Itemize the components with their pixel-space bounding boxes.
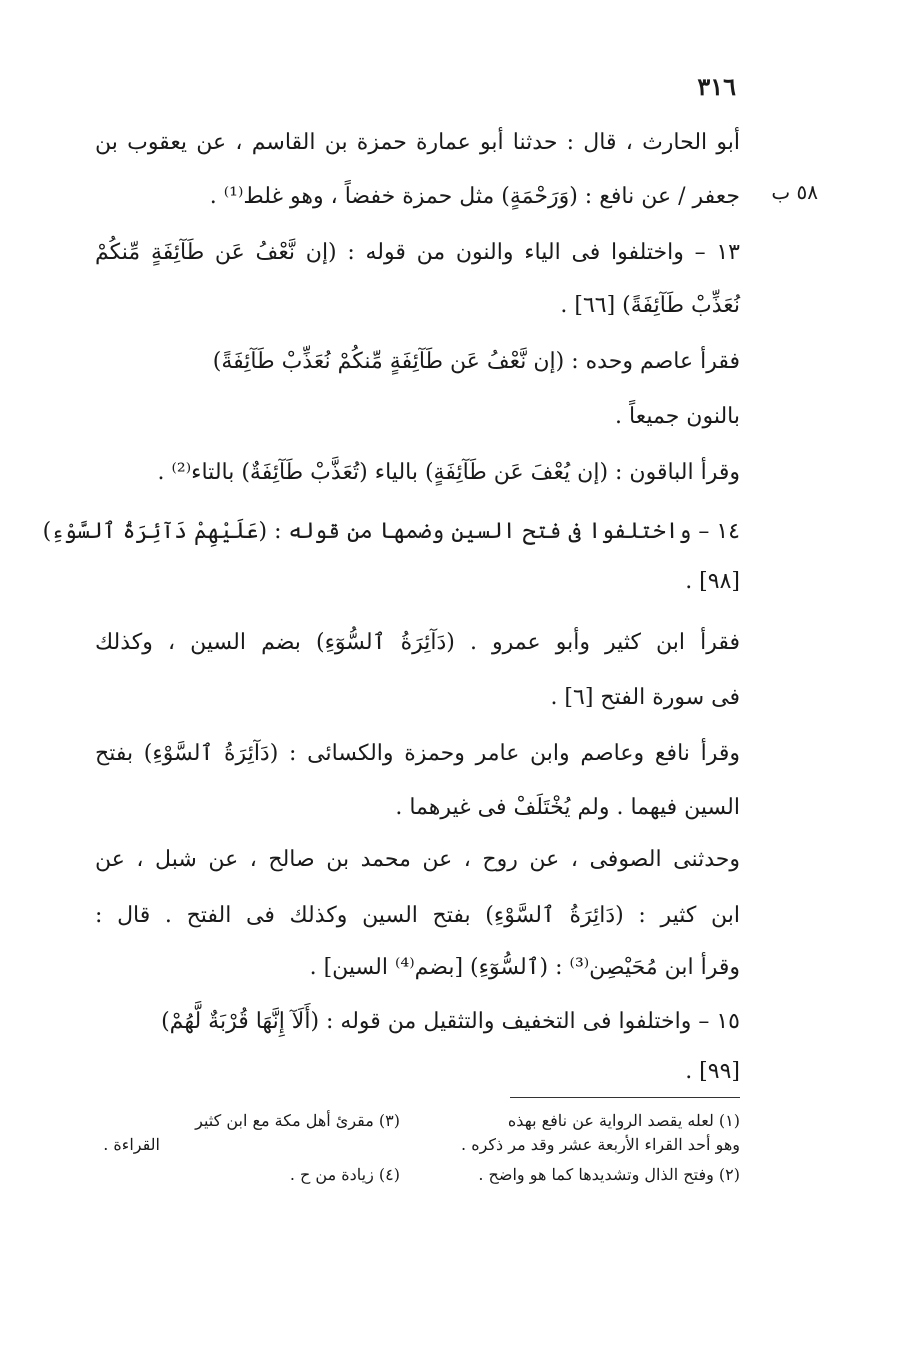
footnote-3-continuation: وهو أحد القراء الأربعة عشر وقد مر ذكره .: [461, 1135, 740, 1154]
text-line: نُعَذِّبْ طَآئِفَةً) [٦٦] .: [560, 293, 740, 318]
text-line: وقرأ ابن مُحَيْصِن⁽³⁾ : (ٱلسُّوٓءِ) [بضم⁽⁴⁾ السين] .: [309, 955, 740, 980]
text-line: وحدثنى الصوفى ، عن روح ، عن محمد بن صالح ، عن شبل ، عن: [95, 847, 740, 872]
footnote-3-text: (٣) مقرئ أهل مكة مع ابن كثير: [195, 1111, 400, 1130]
text-line: بالنون جميعاً .: [615, 404, 740, 429]
text-line: فقرأ عاصم وحده : (إن نَّعْفُ عَن طَآئِفَةٍ مِّنكُمْ نُعَذِّبْ طَآئِفَةً): [212, 349, 740, 374]
text-line: ١٣ – واختلفوا فى الياء والنون من قوله : (إن نَّعْفُ عَن طَآئِفَةٍ مِّنكُمْ: [95, 240, 740, 265]
text-line: [٩٨] .: [685, 569, 740, 594]
footnote-divider: [510, 1097, 740, 1098]
text-line: [٩٩] .: [685, 1059, 740, 1084]
margin-folio-note: ٥٨ ب: [771, 180, 818, 204]
text-line: أبو الحارث ، قال : حدثنا أبو عمارة حمزة بن القاسم ، عن يعقوب بن: [95, 130, 740, 155]
text-line: فقرأ ابن كثير وأبو عمرو . (دَآئِرَةُ ٱلسُّوٓءِ) بضم السين ، وكذلك: [95, 630, 740, 655]
text-line: فى سورة الفتح [٦] .: [550, 685, 740, 710]
footnote-row: [95, 1162, 740, 1188]
text-line: وقرأ الباقون : (إن يُعْفَ عَن طَآئِفَةٍ) بالياء (تُعَذَّبْ طَآئِفَةٌ) بالتاء⁽²⁾ .: [157, 460, 740, 485]
text-line: جعفر / عن نافع : (وَرَحْمَةٍ) مثل حمزة خفضاً ، وهو غلط⁽¹⁾ .: [209, 184, 740, 209]
footnote-row: [95, 1132, 740, 1158]
page-number: ٣١٦: [697, 72, 736, 101]
text-line: ١٤ – واختلفوا فى فتح السين وضمها من قوله : (عَلَيْهِمْ دَآئِرَةُ ٱلسَّوْءِ): [42, 519, 740, 544]
footnote-1-continuation: القراءة .: [103, 1135, 160, 1154]
footnote-4-text: (٤) زيادة من ح .: [289, 1165, 400, 1184]
footnote-1-text: (١) لعله يقصد الرواية عن نافع بهذه: [507, 1111, 740, 1130]
text-line: السين فيهما . ولم يُخْتَلَفْ فى غيرهما .: [395, 795, 740, 820]
footnote-row: [95, 1108, 740, 1134]
text-line: ابن كثير : (دَائِرَةُ ٱلسَّوْءِ) بفتح السين وكذلك فى الفتح . قال :: [95, 903, 740, 928]
footnote-2-text: (٢) وفتح الذال وتشديدها كما هو واضح .: [478, 1165, 740, 1184]
text-line: ١٥ – واختلفوا فى التخفيف والتثقيل من قوله : (أَلَآ إِنَّهَا قُرْبَةٌ لَّهُمْ): [161, 1009, 740, 1034]
text-line: وقرأ نافع وعاصم وابن عامر وحمزة والكسائى : (دَآئِرَةُ ٱلسَّوْءِ) بفتح: [95, 741, 740, 766]
